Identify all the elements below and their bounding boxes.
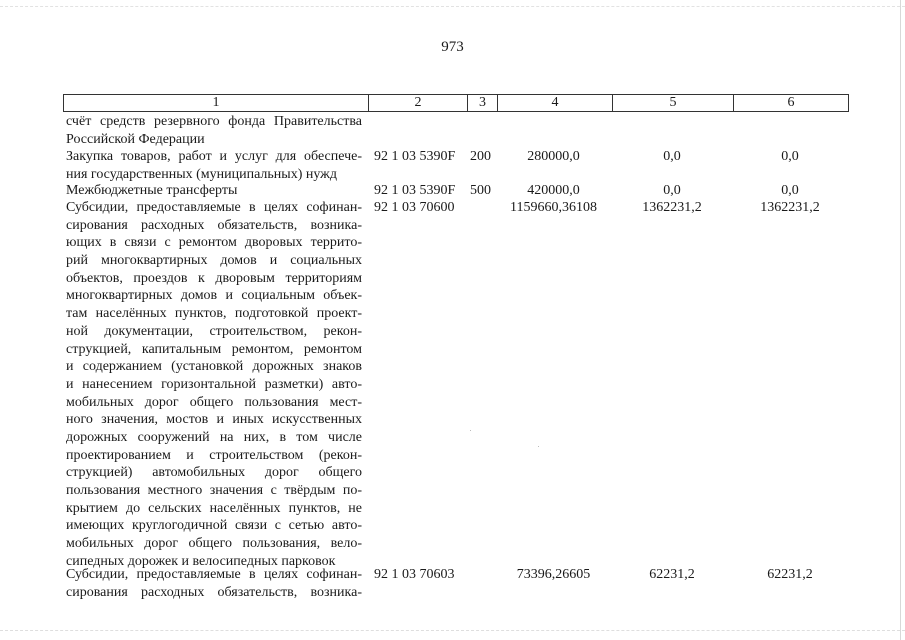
- row-0-line: Российской Федерации: [66, 131, 205, 147]
- row-1-line: Закупка товаров, работ и услуг для обеспече-: [66, 149, 362, 164]
- table-header-row: [63, 94, 849, 112]
- row-2-value-col6: 0,0: [781, 183, 799, 198]
- scan-speck: [470, 430, 471, 431]
- row-3-line: объектов, проездов к дворовым территориям: [66, 270, 362, 286]
- header-col-3: 3: [468, 95, 498, 111]
- row-3-line: ющих в связи с ремонтом дворовых террито-: [66, 235, 362, 251]
- row-3-value-col4: 1159660,36108: [510, 200, 597, 215]
- row-0-line: счёт средств резервного фонда Правительства: [66, 114, 362, 129]
- row-2-value-col5: 0,0: [663, 183, 681, 198]
- row-1-name: [66, 148, 362, 183]
- row-3-line: сипедных дорожек и велосипедных парковок: [66, 553, 336, 569]
- row-4-value-col5: 62231,2: [649, 567, 695, 582]
- row-1-value-col6: 0,0: [781, 149, 799, 164]
- row-3-value-col6: 1362231,2: [760, 200, 820, 215]
- header-col-5: 5: [613, 95, 734, 111]
- row-3-line: пользования местного значения с твёрдым по-: [66, 483, 362, 498]
- header-col-6: 6: [787, 95, 795, 110]
- row-3-line: многоквартирных домов и социальным объек-: [66, 288, 362, 304]
- header-col-2: 2: [369, 95, 468, 111]
- scan-speck: [538, 446, 539, 447]
- row-4-line: сирования расходных обязательств, возника-: [66, 584, 362, 600]
- row-3-line: ного значения, мостов и иных искусственных: [66, 412, 362, 428]
- row-1-line: ния государственных (муниципальных) нужд: [66, 166, 337, 182]
- header-col-1: 1: [64, 95, 369, 111]
- row-3-line: сирования расходных обязательств, возника-: [66, 217, 362, 233]
- row-4-code: 92 1 03 70603: [374, 567, 455, 582]
- row-3-line: и содержанием (установкой дорожных знаков: [66, 359, 362, 375]
- row-3-line: струкцией) автомобильных дорог общего: [66, 465, 362, 481]
- row-2-value-col4: 420000,0: [527, 183, 580, 198]
- scan-edge-right: [900, 0, 901, 640]
- row-3-value-col5: 1362231,2: [642, 200, 702, 215]
- scan-edge-top: [0, 6, 905, 7]
- row-3-line: рий многоквартирных домов и социальных: [66, 253, 362, 269]
- row-2-code: 92 1 03 5390F: [374, 183, 456, 198]
- row-4-line: Субсидии, предоставляемые в целях софинан-: [66, 567, 362, 582]
- row-3-line: и нанесением горизонтальной разметки) авто-: [66, 376, 362, 392]
- row-2-name: [66, 182, 362, 200]
- row-1-type: 200: [470, 149, 491, 164]
- header-col-4: 4: [498, 95, 613, 111]
- scan-edge-bottom: [0, 630, 905, 631]
- row-3-line: проектированием и строительством (рекон-: [66, 447, 362, 463]
- row-1-code: 92 1 03 5390F: [374, 149, 456, 164]
- row-3-line: мобильных дорог общего пользования, вело-: [66, 536, 362, 552]
- row-3-line: струкцией, капитальным ремонтом, ремонтом: [66, 341, 362, 357]
- row-3-name: [66, 199, 362, 570]
- row-4-name: [66, 566, 362, 601]
- row-2-type: 500: [470, 183, 491, 198]
- row-3-line: дорожных сооружений на них, в том числе: [66, 429, 362, 445]
- row-4-value-col6: 62231,2: [767, 567, 813, 582]
- row-1-value-col5: 0,0: [663, 149, 681, 164]
- row-3-line: мобильных дорог общего пользования мест-: [66, 394, 362, 410]
- row-3-line: там населённых пунктов, подготовкой проект-: [66, 306, 362, 322]
- row-4-value-col4: 73396,26605: [516, 567, 591, 582]
- row-3-line: ной документации, строительством, рекон-: [66, 323, 362, 339]
- row-3-line: имеющих круглогодичной связи с сетью авто-: [66, 518, 362, 534]
- row-0-name: [66, 113, 362, 148]
- row-1-value-col4: 280000,0: [527, 149, 580, 164]
- row-3-code: 92 1 03 70600: [374, 200, 455, 215]
- row-3-line: Субсидии, предоставляемые в целях софинан-: [66, 200, 362, 215]
- row-2-line: Межбюджетные трансферты: [66, 183, 238, 198]
- row-3-line: крытием до сельских населённых пунктов, не: [66, 500, 362, 516]
- page-number: 973: [441, 39, 464, 55]
